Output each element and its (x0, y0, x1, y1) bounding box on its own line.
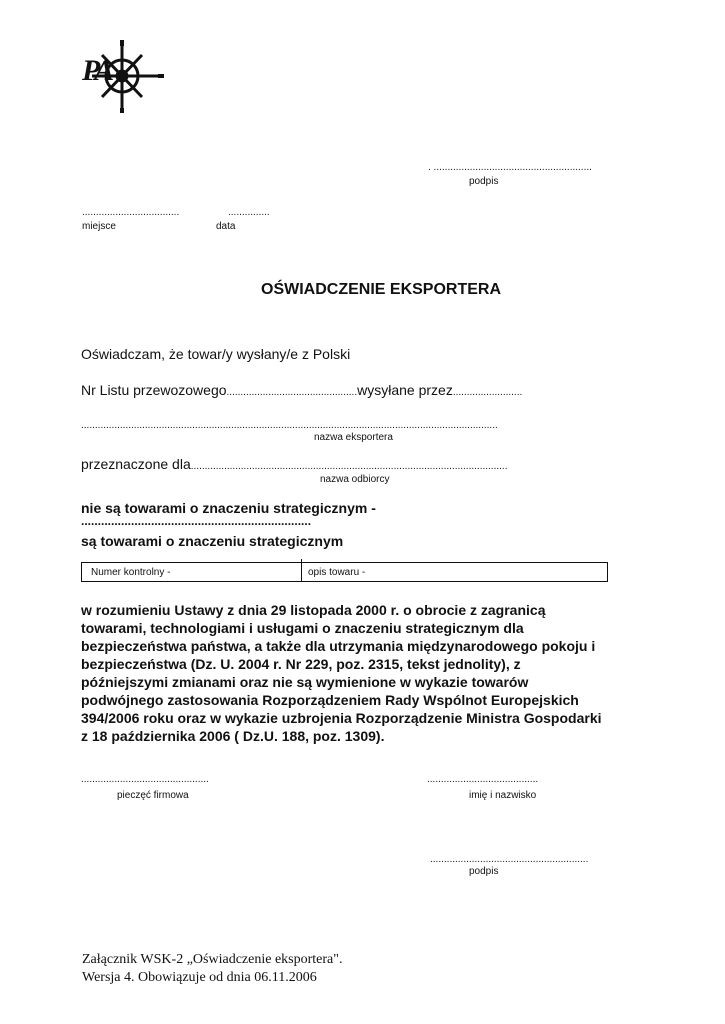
name-line: ........................................ (427, 774, 539, 785)
company-logo (76, 38, 166, 114)
goods-table (81, 562, 608, 582)
recipient-field[interactable]: .................................................................................................................. (190, 461, 508, 472)
sent-by-field[interactable]: ......................... (452, 387, 523, 398)
strategic-option: są towarami o znaczeniu strategicznym (81, 533, 344, 549)
waybill-field[interactable]: ............................................... (226, 387, 358, 398)
exporter-label: nazwa eksportera (314, 432, 393, 443)
date-label: data (216, 221, 236, 232)
control-number-label: Numer kontrolny - (91, 567, 171, 578)
signature-bottom-label: podpis (469, 866, 499, 877)
declaration-line: z 18 października 2006 ( Dz.U. 188, poz. 1309). (81, 728, 385, 744)
recipient-row (81, 456, 633, 472)
declaration-line: w rozumieniu Ustawy z dnia 29 listopada 2000 r. o obrocie z zagranicą (81, 602, 546, 618)
waybill-row (81, 382, 522, 398)
signature-bottom-line: ......................................................... (430, 854, 589, 865)
declaration-paragraph (81, 601, 641, 745)
not-strategic-option: nie są towarami o znaczeniu strategicznym - (81, 500, 376, 516)
declaration-line: bezpieczeństwa państwa, a także dla utrzymania międzynarodowego pokoju i (81, 638, 596, 654)
sent-by-label: wysyłane przez (357, 382, 453, 398)
declaration-line: późniejszymi zmianami oraz nie są wymienione w wykazie towarów (81, 674, 529, 690)
footer-attachment: Załącznik WSK-2 „Oświadczenie eksportera". (82, 952, 343, 967)
date-line: ............... (228, 207, 270, 218)
goods-description-label: opis towaru - (308, 567, 366, 578)
signature-top-line: . ......................................................... (428, 162, 592, 173)
place-label: miejsce (82, 221, 116, 232)
document-title: OŚWIADCZENIE EKSPORTERA (261, 281, 502, 298)
signature-top-label: podpis (469, 176, 499, 187)
place-line: ................................... (82, 207, 180, 218)
exporter-field[interactable]: ...................................................................................................................................................... (81, 420, 498, 431)
declaration-line: podwójnego zastosowania Rozporządzeniem Rady Wspólnot Europejskich (81, 692, 579, 708)
footer-version: Wersja 4. Obowiązuje od dnia 06.11.2006 (82, 970, 317, 985)
logo-text: PA (82, 54, 111, 87)
declaration-line: 394/2006 roku oraz w wykazie uzbrojenia Rozporządzenie Ministra Gospodarki (81, 710, 602, 726)
waybill-label: Nr Listu przewozowego (81, 382, 227, 398)
declaration-line: bezpieczeństwa (Dz. U. 2004 r. Nr 229, poz. 2315, tekst jednolity), z (81, 656, 521, 672)
stamp-label: pieczęć firmowa (117, 790, 189, 801)
table-divider (301, 559, 302, 581)
recipient-label: nazwa odbiorcy (320, 474, 390, 485)
recipient-prefix: przeznaczone dla (81, 456, 191, 472)
statement-line: Oświadczam, że towar/y wysłany/e z Polski (81, 346, 351, 362)
declaration-line: towarami, technologiami i usługami o znaczeniu strategicznym dla (81, 620, 524, 636)
stamp-line: .............................................. (81, 774, 209, 785)
strategic-dots: ..................................................................... (81, 514, 312, 528)
name-label: imię i nazwisko (469, 790, 537, 801)
